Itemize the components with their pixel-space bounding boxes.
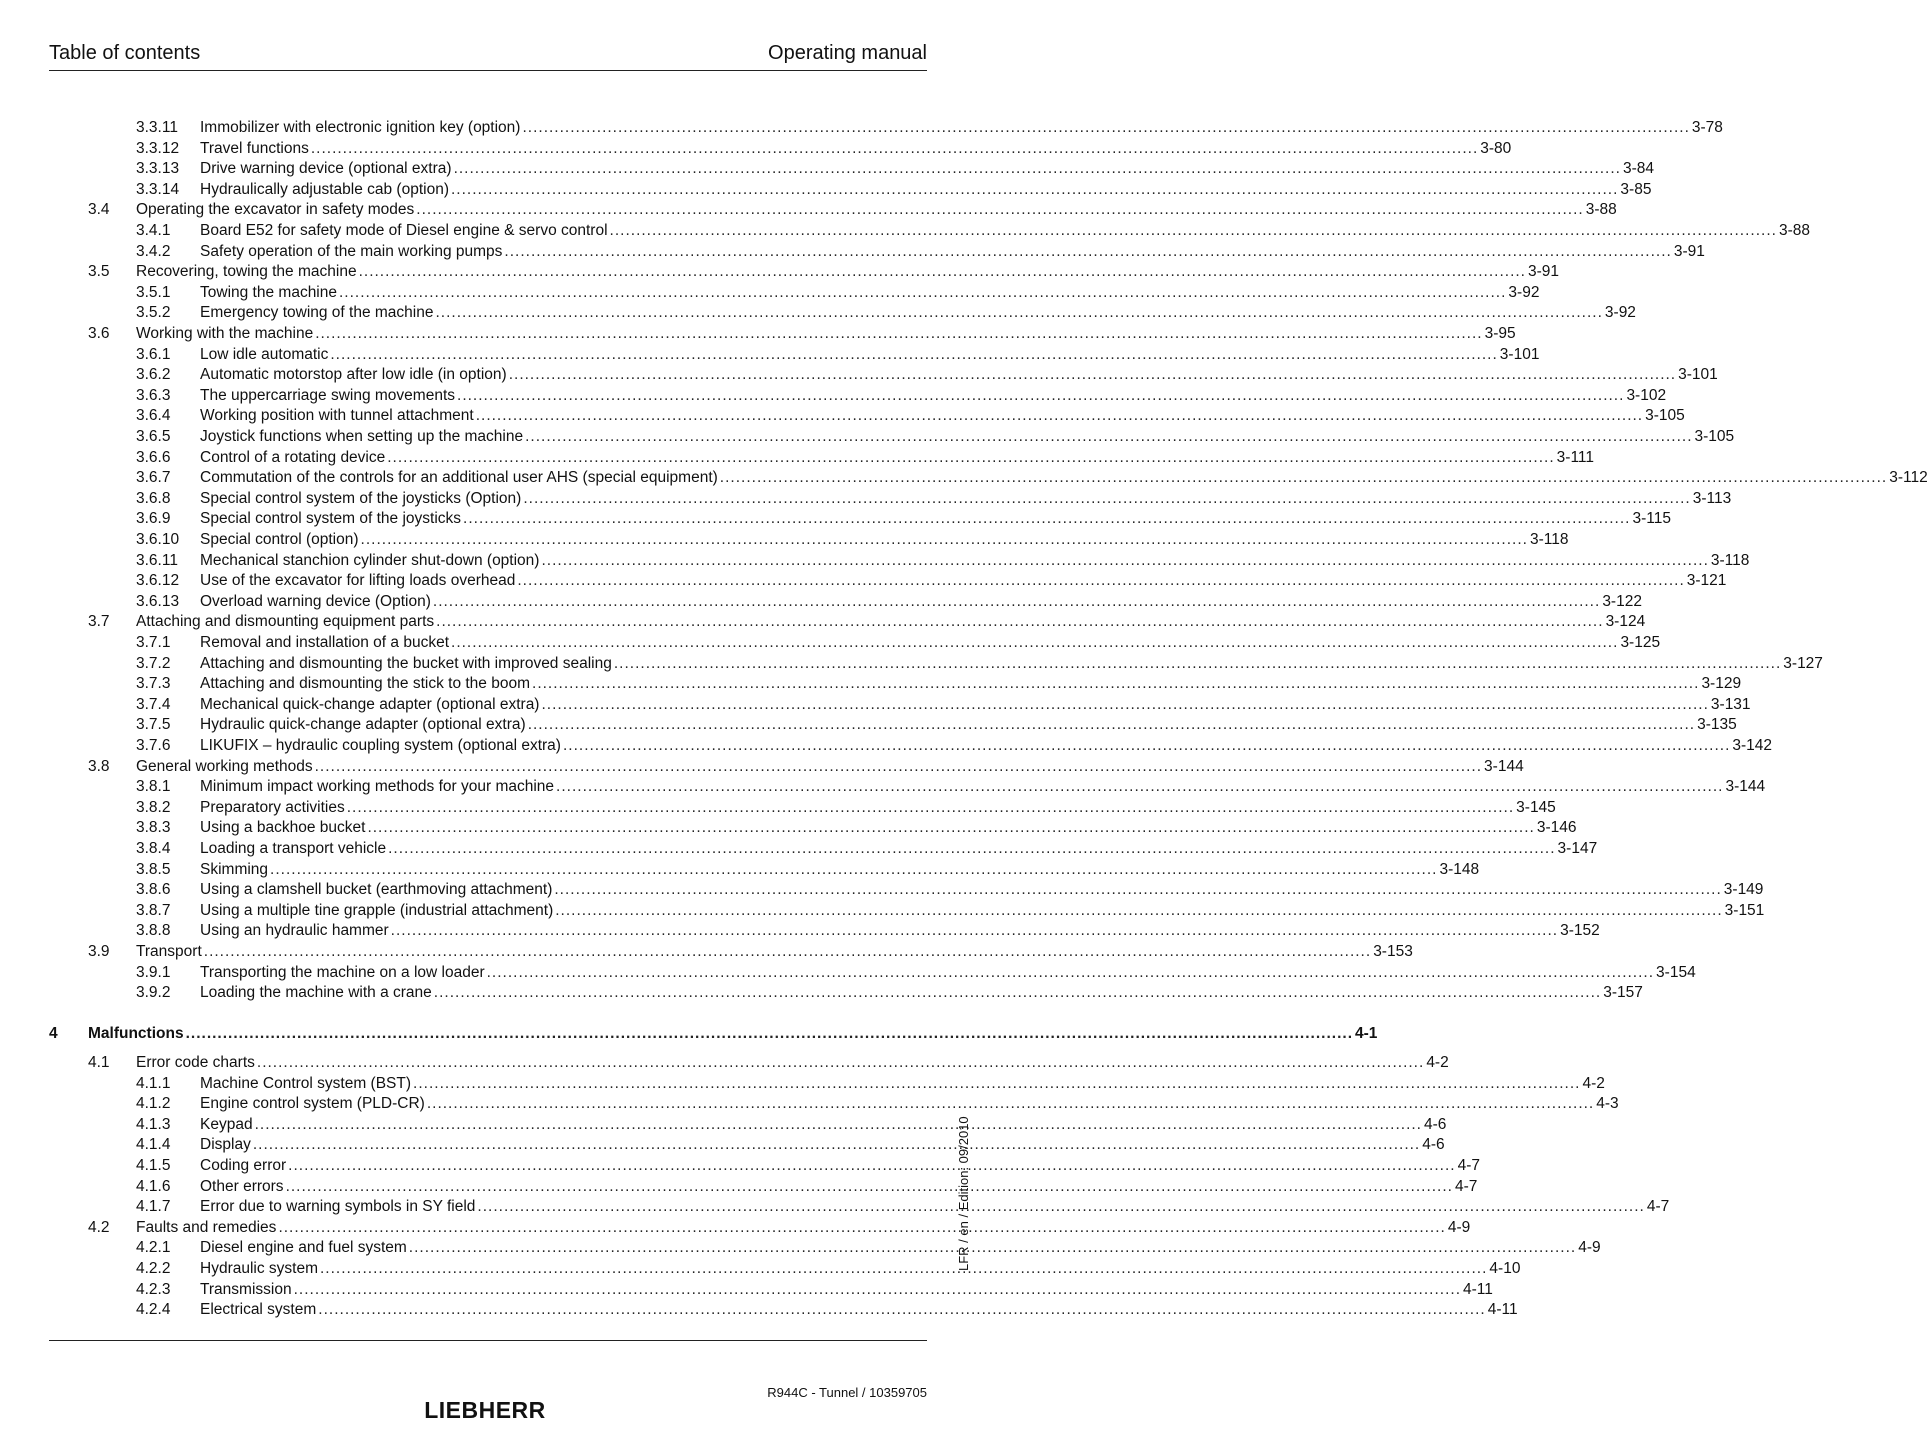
toc-entry-number: 3.7.1 bbox=[136, 634, 171, 651]
toc-entry-title: Working position with tunnel attachment bbox=[200, 407, 474, 425]
toc-entry-page: 4-6 bbox=[1422, 1136, 1445, 1154]
toc-entry[interactable] bbox=[0, 1218, 1471, 1239]
toc-entry-number: 3.8.4 bbox=[136, 840, 171, 857]
toc-entry-page: 3-84 bbox=[1622, 160, 1655, 178]
toc-entry[interactable] bbox=[0, 571, 1727, 592]
toc-dot-leader: ............................................................................................................................................................................................................................ bbox=[435, 304, 1603, 322]
toc-entry-number: 3.5.1 bbox=[136, 283, 171, 301]
toc-entry-title: Immobilizer with electronic ignition key (option) bbox=[200, 119, 521, 136]
page-header bbox=[49, 42, 927, 70]
toc-dot-leader: ............................................................................................................................................................................................................................ bbox=[318, 1301, 1486, 1319]
toc-entry[interactable] bbox=[0, 695, 1751, 716]
toc-entry[interactable] bbox=[0, 901, 1765, 922]
toc-entry-page: 3-78 bbox=[1691, 119, 1723, 136]
toc-entry-title: Commutation of the controls for an additional user AHS (special equipment) bbox=[200, 469, 718, 487]
toc-dot-leader: ............................................................................................................................................................................................................................ bbox=[532, 675, 1700, 693]
toc-entry[interactable] bbox=[0, 303, 1636, 324]
toc-entry-title: Using an hydraulic hammer bbox=[200, 922, 389, 940]
toc-entry[interactable] bbox=[0, 963, 1696, 984]
toc-entry-page: 3-101 bbox=[1678, 366, 1718, 384]
toc-entry-title: Low idle automatic bbox=[200, 345, 329, 363]
toc-entry-title: Malfunctions bbox=[88, 1025, 184, 1043]
toc-entry[interactable] bbox=[0, 324, 1516, 345]
toc-entry-number: 3.6.2 bbox=[136, 366, 171, 384]
toc-entry-page: 3-144 bbox=[1484, 757, 1524, 775]
toc-entry-number: 3.6 bbox=[88, 325, 110, 342]
toc-dot-leader: ............................................................................................................................................................................................................................ bbox=[315, 325, 1483, 342]
toc-entry-number: 3.5.2 bbox=[136, 304, 171, 322]
toc-entry[interactable] bbox=[0, 1280, 1493, 1301]
toc-dot-leader: ............................................................................................................................................................................................................................ bbox=[436, 613, 1604, 631]
toc-entry-page: 3-88 bbox=[1585, 201, 1617, 219]
liebherr-logo-text: LIEBHERR bbox=[424, 1397, 546, 1423]
toc-entry-page: 3-149 bbox=[1723, 881, 1764, 899]
toc-entry-number: 3.6.5 bbox=[136, 428, 171, 445]
toc-entry-number: 3.8.5 bbox=[136, 860, 171, 878]
toc-entry-title: LIKUFIX – hydraulic coupling system (optional extra) bbox=[200, 737, 561, 754]
toc-dot-leader: ............................................................................................................................................................................................................................ bbox=[367, 819, 1535, 837]
toc-dot-leader: ............................................................................................................................................................................................................................ bbox=[310, 139, 1479, 157]
toc-entry-number: 3.6.11 bbox=[136, 551, 178, 569]
toc-entry-title: Minimum impact working methods for your machine bbox=[200, 778, 555, 796]
toc-entry-page: 3-105 bbox=[1694, 428, 1735, 445]
toc-entry-title: Drive warning device (optional extra) bbox=[200, 160, 452, 178]
toc-entry[interactable] bbox=[0, 654, 1823, 675]
toc-entry-page: 3-131 bbox=[1710, 695, 1751, 713]
toc-entry-number: 3.7.2 bbox=[136, 654, 171, 672]
toc-entry[interactable] bbox=[0, 1115, 1447, 1136]
toc-entry-number: 3.6.4 bbox=[136, 407, 171, 425]
toc-dot-leader: ............................................................................................................................................................................................................................ bbox=[451, 180, 1619, 198]
toc-entry-page: 3-118 bbox=[1710, 551, 1750, 569]
toc-entry-number: 4.1.4 bbox=[136, 1136, 171, 1154]
toc-dot-leader: ............................................................................................................................................................................................................................ bbox=[254, 1115, 1422, 1133]
header-manual-title: Operating manual bbox=[768, 42, 927, 64]
toc-entry-number: 3.6.1 bbox=[136, 345, 171, 363]
toc-dot-leader: ............................................................................................................................................................................................................................ bbox=[433, 984, 1602, 1002]
toc-entry[interactable] bbox=[0, 942, 1413, 963]
toc-entry[interactable] bbox=[0, 1177, 1478, 1198]
toc-dot-leader: ............................................................................................................................................................................................................................ bbox=[330, 345, 1498, 363]
toc-entry-title: Towing the machine bbox=[200, 283, 337, 301]
toc-entry[interactable] bbox=[0, 509, 1671, 530]
toc-entry-page: 4-3 bbox=[1596, 1095, 1619, 1113]
toc-entry-title: Error code charts bbox=[136, 1054, 255, 1071]
toc-entry[interactable] bbox=[0, 365, 1718, 386]
toc-entry-number: 3.3.13 bbox=[136, 160, 180, 178]
toc-entry[interactable] bbox=[0, 757, 1524, 778]
toc-entry[interactable] bbox=[0, 139, 1512, 160]
toc-dot-leader: ............................................................................................................................................................................................................................ bbox=[320, 1260, 1488, 1277]
toc-entry[interactable] bbox=[0, 1094, 1619, 1115]
toc-entry[interactable] bbox=[0, 427, 1735, 448]
toc-entry[interactable] bbox=[0, 468, 1928, 489]
toc-entry-number: 3.6.7 bbox=[136, 469, 171, 487]
footer-divider bbox=[49, 1340, 927, 1341]
toc-entry-title: Transporting the machine on a low loader bbox=[200, 963, 485, 981]
toc-entry-title: Emergency towing of the machine bbox=[200, 304, 434, 322]
toc-entry-number: 4.2.1 bbox=[136, 1239, 171, 1257]
toc-dot-leader: ............................................................................................................................................................................................................................ bbox=[562, 737, 1731, 754]
toc-dot-leader: ............................................................................................................................................................................................................................ bbox=[463, 510, 1631, 528]
toc-entry-title: General working methods bbox=[136, 757, 313, 775]
toc-entry-page: 3-142 bbox=[1732, 737, 1773, 754]
toc-entry-title: Electrical system bbox=[200, 1301, 317, 1319]
toc-dot-leader: ............................................................................................................................................................................................................................ bbox=[408, 1239, 1577, 1257]
toc-entry-title: Recovering, towing the machine bbox=[136, 263, 357, 281]
toc-entry[interactable] bbox=[0, 860, 1480, 881]
edition-note: LFR / en / Edition: 09/2010 bbox=[956, 1116, 971, 1271]
toc-entry-number: 4 bbox=[49, 1025, 58, 1043]
toc-entry-title: Special control system of the joysticks (Option) bbox=[200, 489, 522, 507]
toc-dot-leader: ............................................................................................................................................................................................................................ bbox=[358, 263, 1526, 281]
toc-entry-page: 3-124 bbox=[1605, 613, 1646, 631]
toc-entry-title: Hydraulic quick-change adapter (optional extra) bbox=[200, 716, 526, 734]
toc-dot-leader: ............................................................................................................................................................................................................................ bbox=[314, 757, 1483, 775]
toc-entry-title: Error due to warning symbols in SY field bbox=[200, 1198, 476, 1216]
toc-entry[interactable] bbox=[0, 633, 1661, 654]
toc-dot-leader: ............................................................................................................................................................................................................................ bbox=[556, 778, 1724, 796]
toc-entry-title: Travel functions bbox=[200, 139, 309, 157]
toc-dot-leader: ............................................................................................................................................................................................................................ bbox=[390, 922, 1559, 940]
toc-entry[interactable] bbox=[0, 1300, 1518, 1321]
toc-entry-number: 3.6.3 bbox=[136, 386, 171, 404]
toc-entry-page: 3-148 bbox=[1439, 860, 1480, 878]
toc-entry-number: 3.8.2 bbox=[136, 798, 171, 816]
toc-entry-title: Diesel engine and fuel system bbox=[200, 1239, 407, 1257]
toc-dot-leader: ............................................................................................................................................................................................................................ bbox=[477, 1198, 1645, 1216]
toc-dot-leader: ............................................................................................................................................................................................................................ bbox=[453, 160, 1621, 178]
toc-entry-number: 4.2.2 bbox=[136, 1260, 171, 1277]
toc-entry-page: 3-80 bbox=[1480, 139, 1512, 157]
toc-entry-page: 3-85 bbox=[1620, 180, 1652, 198]
toc-entry-number: 4.1 bbox=[88, 1054, 110, 1071]
toc-entry-number: 4.2.4 bbox=[136, 1301, 171, 1319]
toc-entry[interactable] bbox=[0, 1238, 1601, 1259]
toc-entry-title: Joystick functions when setting up the machine bbox=[200, 428, 524, 445]
toc-entry-page: 3-151 bbox=[1724, 901, 1765, 919]
toc-entry[interactable] bbox=[0, 818, 1577, 839]
toc-entry-number: 3.8.7 bbox=[136, 901, 171, 919]
toc-entry-number: 4.1.5 bbox=[136, 1157, 171, 1174]
toc-entry-page: 3-92 bbox=[1508, 283, 1540, 301]
toc-entry-title: Use of the excavator for lifting loads overhead bbox=[200, 572, 516, 590]
toc-entry-number: 3.3.12 bbox=[136, 139, 180, 157]
toc-entry-number: 4.1.6 bbox=[136, 1177, 171, 1195]
toc-dot-leader: ............................................................................................................................................................................................................................ bbox=[185, 1025, 1354, 1043]
toc-entry-page: 4-7 bbox=[1457, 1157, 1480, 1174]
toc-entry-number: 4.1.2 bbox=[136, 1095, 171, 1113]
toc-entry-number: 3.7 bbox=[88, 613, 110, 631]
toc-entry-title: Hydraulic system bbox=[200, 1260, 318, 1277]
toc-entry-page: 3-95 bbox=[1484, 325, 1516, 342]
toc-dot-leader: ............................................................................................................................................................................................................................ bbox=[613, 654, 1782, 672]
toc-dot-leader: ............................................................................................................................................................................................................................ bbox=[475, 407, 1644, 425]
toc-entry-title: Hydraulically adjustable cab (option) bbox=[200, 180, 449, 198]
toc-dot-leader: ............................................................................................................................................................................................................................ bbox=[413, 1074, 1581, 1092]
toc-dot-leader: ............................................................................................................................................................................................................................ bbox=[554, 881, 1722, 899]
toc-entry[interactable] bbox=[0, 489, 1732, 510]
toc-entry[interactable] bbox=[0, 262, 1560, 283]
toc-entry-title: Mechanical quick-change adapter (optional extra) bbox=[200, 695, 540, 713]
toc-dot-leader: ............................................................................................................................................................................................................................ bbox=[508, 366, 1677, 384]
header-section-title: Table of contents bbox=[49, 42, 201, 64]
toc-entry[interactable] bbox=[0, 345, 1540, 366]
toc-entry-page: 3-135 bbox=[1697, 716, 1737, 734]
toc-dot-leader: ............................................................................................................................................................................................................................ bbox=[719, 469, 1888, 487]
toc-entry-title: Special control (option) bbox=[200, 531, 359, 548]
toc-dot-leader: ............................................................................................................................................................................................................................ bbox=[426, 1095, 1595, 1113]
toc-entry-number: 3.6.8 bbox=[136, 489, 171, 507]
toc-entry[interactable] bbox=[0, 715, 1737, 736]
toc-entry[interactable] bbox=[0, 1053, 1449, 1074]
toc-entry-page: 3-153 bbox=[1373, 943, 1413, 960]
toc-entry-title: Keypad bbox=[200, 1115, 253, 1133]
toc-entry-title: Engine control system (PLD-CR) bbox=[200, 1095, 425, 1113]
toc-entry-number: 4.1.1 bbox=[136, 1074, 171, 1092]
toc-dot-leader: ............................................................................................................................................................................................................................ bbox=[555, 901, 1723, 919]
liebherr-logo bbox=[405, 1398, 565, 1422]
toc-entry[interactable] bbox=[0, 880, 1764, 901]
toc-dot-leader: ............................................................................................................................................................................................................................ bbox=[541, 551, 1709, 569]
toc-dot-leader: ............................................................................................................................................................................................................................ bbox=[541, 695, 1709, 713]
toc-entry[interactable] bbox=[0, 551, 1750, 572]
toc-dot-leader: ............................................................................................................................................................................................................................ bbox=[346, 798, 1515, 816]
toc-dot-leader: ............................................................................................................................................................................................................................ bbox=[270, 860, 1438, 878]
toc-entry-title: Operating the excavator in safety modes bbox=[136, 201, 415, 219]
toc-entry-title: Attaching and dismounting the bucket with improved sealing bbox=[200, 654, 612, 672]
toc-entry-page: 3-91 bbox=[1673, 242, 1705, 260]
toc-dot-leader: ............................................................................................................................................................................................................................ bbox=[293, 1280, 1462, 1298]
toc-entry[interactable] bbox=[0, 612, 1646, 633]
document-reference: R944C - Tunnel / 10359705 bbox=[767, 1385, 927, 1400]
toc-entry-title: Attaching and dismounting equipment parts bbox=[136, 613, 435, 631]
toc-dot-leader: ............................................................................................................................................................................................................................ bbox=[387, 448, 1555, 466]
toc-entry-page: 4-7 bbox=[1646, 1198, 1670, 1216]
toc-entry-title: The uppercarriage swing movements bbox=[200, 386, 456, 404]
toc-entry-page: 4-11 bbox=[1463, 1280, 1493, 1298]
toc-entry-page: 3-152 bbox=[1560, 922, 1600, 940]
toc-entry-number: 3.7.3 bbox=[136, 675, 171, 693]
toc-entry[interactable] bbox=[0, 983, 1643, 1004]
toc-entry-page: 3-112 bbox=[1889, 469, 1928, 487]
toc-entry-title: Safety operation of the main working pumps bbox=[200, 242, 503, 260]
header-divider bbox=[49, 70, 927, 71]
toc-entry-number: 3.6.6 bbox=[136, 448, 171, 466]
toc-entry-number: 3.3.11 bbox=[136, 119, 178, 136]
toc-entry-page: 3-121 bbox=[1686, 572, 1727, 590]
toc-dot-leader: ............................................................................................................................................................................................................................ bbox=[288, 1157, 1456, 1174]
toc-entry[interactable] bbox=[0, 674, 1742, 695]
toc-entry-number: 3.3.14 bbox=[136, 180, 180, 198]
toc-entry-title: Board E52 for safety mode of Diesel engine & servo control bbox=[200, 222, 608, 239]
toc-entry-page: 3-146 bbox=[1536, 819, 1577, 837]
toc-entry[interactable] bbox=[0, 242, 1705, 263]
toc-entry[interactable] bbox=[0, 736, 1773, 757]
toc-entry-title: Automatic motorstop after low idle (in option) bbox=[200, 366, 507, 384]
toc-entry-page: 3-144 bbox=[1725, 778, 1766, 796]
toc-entry-page: 3-127 bbox=[1783, 654, 1823, 672]
toc-dot-leader: ............................................................................................................................................................................................................................ bbox=[278, 1218, 1446, 1236]
toc-entry-title: Using a multiple tine grapple (industrial attachment) bbox=[200, 901, 554, 919]
toc-entry-title: Faults and remedies bbox=[136, 1218, 277, 1236]
toc-entry[interactable] bbox=[0, 1024, 1378, 1045]
toc-entry-title: Loading the machine with a crane bbox=[200, 984, 432, 1002]
toc-entry-number: 3.7.4 bbox=[136, 695, 171, 713]
toc-dot-leader: ............................................................................................................................................................................................................................ bbox=[451, 634, 1619, 651]
toc-entry-number: 3.9.2 bbox=[136, 984, 171, 1002]
toc-entry-number: 3.5 bbox=[88, 263, 110, 281]
toc-dot-leader: ............................................................................................................................................................................................................................ bbox=[609, 222, 1777, 239]
toc-entry-page: 4-10 bbox=[1489, 1260, 1521, 1277]
toc-entry-number: 3.9.1 bbox=[136, 963, 171, 981]
toc-dot-leader: ............................................................................................................................................................................................................................ bbox=[203, 943, 1372, 960]
toc-entry-page: 3-125 bbox=[1620, 634, 1661, 651]
toc-entry-page: 4-2 bbox=[1426, 1054, 1449, 1071]
toc-dot-leader: ............................................................................................................................................................................................................................ bbox=[416, 201, 1584, 219]
toc-entry-number: 4.1.3 bbox=[136, 1115, 171, 1133]
toc-entry-page: 3-92 bbox=[1604, 304, 1636, 322]
toc-entry-page: 3-115 bbox=[1632, 510, 1671, 528]
toc-entry-title: Removal and installation of a bucket bbox=[200, 634, 450, 651]
toc-dot-leader: ............................................................................................................................................................................................................................ bbox=[339, 283, 1507, 301]
toc-entry[interactable] bbox=[0, 1135, 1445, 1156]
toc-entry-title: Overload warning device (Option) bbox=[200, 592, 431, 610]
toc-entry[interactable] bbox=[0, 406, 1685, 427]
toc-entry-page: 3-105 bbox=[1645, 407, 1685, 425]
toc-entry-page: 3-102 bbox=[1626, 386, 1667, 404]
toc-entry-page: 3-122 bbox=[1602, 592, 1642, 610]
toc-entry-number: 3.7.5 bbox=[136, 716, 171, 734]
toc-entry-title: Other errors bbox=[200, 1177, 284, 1195]
toc-entry-page: 3-157 bbox=[1603, 984, 1643, 1002]
toc-entry-number: 3.9 bbox=[88, 943, 110, 960]
toc-entry-title: Loading a transport vehicle bbox=[200, 840, 387, 857]
toc-entry-page: 4-11 bbox=[1487, 1301, 1518, 1319]
toc-entry-page: 3-111 bbox=[1556, 448, 1595, 466]
toc-dot-leader: ............................................................................................................................................................................................................................ bbox=[522, 119, 1690, 136]
toc-dot-leader: ............................................................................................................................................................................................................................ bbox=[504, 242, 1672, 260]
toc-entry-page: 3-88 bbox=[1778, 222, 1810, 239]
toc-entry-title: Machine Control system (BST) bbox=[200, 1074, 412, 1092]
toc-entry-number: 3.6.9 bbox=[136, 510, 171, 528]
toc-dot-leader: ............................................................................................................................................................................................................................ bbox=[527, 716, 1696, 734]
toc-dot-leader: ............................................................................................................................................................................................................................ bbox=[457, 386, 1625, 404]
toc-entry-number: 3.8.1 bbox=[136, 778, 171, 796]
toc-entry-number: 4.1.7 bbox=[136, 1198, 171, 1216]
toc-entry[interactable] bbox=[0, 1197, 1670, 1218]
toc-entry-title: Transport bbox=[136, 943, 202, 960]
toc-entry-page: 3-129 bbox=[1701, 675, 1742, 693]
toc-entry-number: 3.8.3 bbox=[136, 819, 171, 837]
toc-entry-page: 4-6 bbox=[1424, 1115, 1447, 1133]
toc-entry-page: 3-91 bbox=[1528, 263, 1560, 281]
toc-entry-number: 3.8.8 bbox=[136, 922, 171, 940]
toc-entry-title: Using a clamshell bucket (earthmoving attachment) bbox=[200, 881, 553, 899]
toc-entry[interactable] bbox=[0, 592, 1642, 613]
toc-entry[interactable] bbox=[0, 159, 1655, 180]
toc-entry-number: 3.4 bbox=[88, 201, 110, 219]
toc-entry[interactable] bbox=[0, 530, 1569, 551]
toc-dot-leader: ............................................................................................................................................................................................................................ bbox=[525, 428, 1693, 445]
toc-dot-leader: ............................................................................................................................................................................................................................ bbox=[523, 489, 1691, 507]
toc-dot-leader: ............................................................................................................................................................................................................................ bbox=[285, 1177, 1453, 1195]
toc-entry-title: Mechanical stanchion cylinder shut-down (option) bbox=[200, 551, 540, 569]
toc-dot-leader: ............................................................................................................................................................................................................................ bbox=[252, 1136, 1421, 1154]
toc-entry-page: 3-147 bbox=[1557, 840, 1598, 857]
toc-entry-number: 4.2 bbox=[88, 1218, 110, 1236]
toc-entry-title: Using a backhoe bucket bbox=[200, 819, 366, 837]
toc-entry[interactable] bbox=[0, 1074, 1605, 1095]
toc-dot-leader: ............................................................................................................................................................................................................................ bbox=[256, 1054, 1425, 1071]
toc-entry[interactable] bbox=[0, 921, 1600, 942]
toc-entry-number: 3.8 bbox=[88, 757, 110, 775]
toc-entry-page: 4-1 bbox=[1355, 1025, 1378, 1043]
toc-entry-number: 3.6.10 bbox=[136, 531, 180, 548]
toc-entry-title: Preparatory activities bbox=[200, 798, 345, 816]
toc-entry-page: 3-154 bbox=[1656, 963, 1696, 981]
toc-dot-leader: ............................................................................................................................................................................................................................ bbox=[486, 963, 1655, 981]
toc-entry[interactable] bbox=[0, 1156, 1480, 1177]
toc-entry-number: 3.4.2 bbox=[136, 242, 171, 260]
toc-entry[interactable] bbox=[0, 386, 1667, 407]
toc-entry-number: 3.8.6 bbox=[136, 881, 171, 899]
toc-entry[interactable] bbox=[0, 221, 1810, 242]
toc-dot-leader: ............................................................................................................................................................................................................................ bbox=[517, 572, 1685, 590]
toc-entry[interactable] bbox=[0, 798, 1556, 819]
toc-entry-page: 3-118 bbox=[1529, 531, 1569, 548]
toc-entry-title: Control of a rotating device bbox=[200, 448, 386, 466]
toc-entry-title: Display bbox=[200, 1136, 251, 1154]
toc-entry-title: Skimming bbox=[200, 860, 269, 878]
toc-entry-page: 4-9 bbox=[1578, 1239, 1601, 1257]
toc-entry[interactable] bbox=[0, 777, 1766, 798]
toc-dot-leader: ............................................................................................................................................................................................................................ bbox=[360, 531, 1528, 548]
toc-entry-number: 3.6.12 bbox=[136, 572, 180, 590]
toc-entry[interactable] bbox=[0, 1259, 1521, 1280]
toc-entry-page: 3-101 bbox=[1499, 345, 1540, 363]
toc-entry-number: 3.7.6 bbox=[136, 737, 171, 754]
toc-entry-page: 4-9 bbox=[1447, 1218, 1471, 1236]
toc-entry-title: Transmission bbox=[200, 1280, 292, 1298]
toc-dot-leader: ............................................................................................................................................................................................................................ bbox=[432, 592, 1601, 610]
toc-dot-leader: ............................................................................................................................................................................................................................ bbox=[388, 840, 1556, 857]
toc-entry[interactable] bbox=[0, 283, 1540, 304]
toc-entry-title: Attaching and dismounting the stick to the boom bbox=[200, 675, 531, 693]
toc-entry-number: 3.6.13 bbox=[136, 592, 180, 610]
toc-entry-page: 3-113 bbox=[1692, 489, 1732, 507]
toc-entry[interactable] bbox=[0, 180, 1652, 201]
toc-entry-title: Special control system of the joysticks bbox=[200, 510, 462, 528]
toc-entry-title: Working with the machine bbox=[136, 325, 314, 342]
toc-entry-page: 3-145 bbox=[1516, 798, 1556, 816]
toc-entry-page: 4-2 bbox=[1582, 1074, 1605, 1092]
toc-entry-number: 3.4.1 bbox=[136, 222, 171, 239]
toc-entry[interactable] bbox=[0, 118, 1723, 139]
toc-entry-number: 4.2.3 bbox=[136, 1280, 171, 1298]
toc-entry[interactable] bbox=[0, 200, 1617, 221]
toc-entry[interactable] bbox=[0, 448, 1595, 469]
toc-entry-page: 4-7 bbox=[1454, 1177, 1478, 1195]
toc-entry-title: Coding error bbox=[200, 1157, 287, 1174]
toc-entry[interactable] bbox=[0, 839, 1598, 860]
